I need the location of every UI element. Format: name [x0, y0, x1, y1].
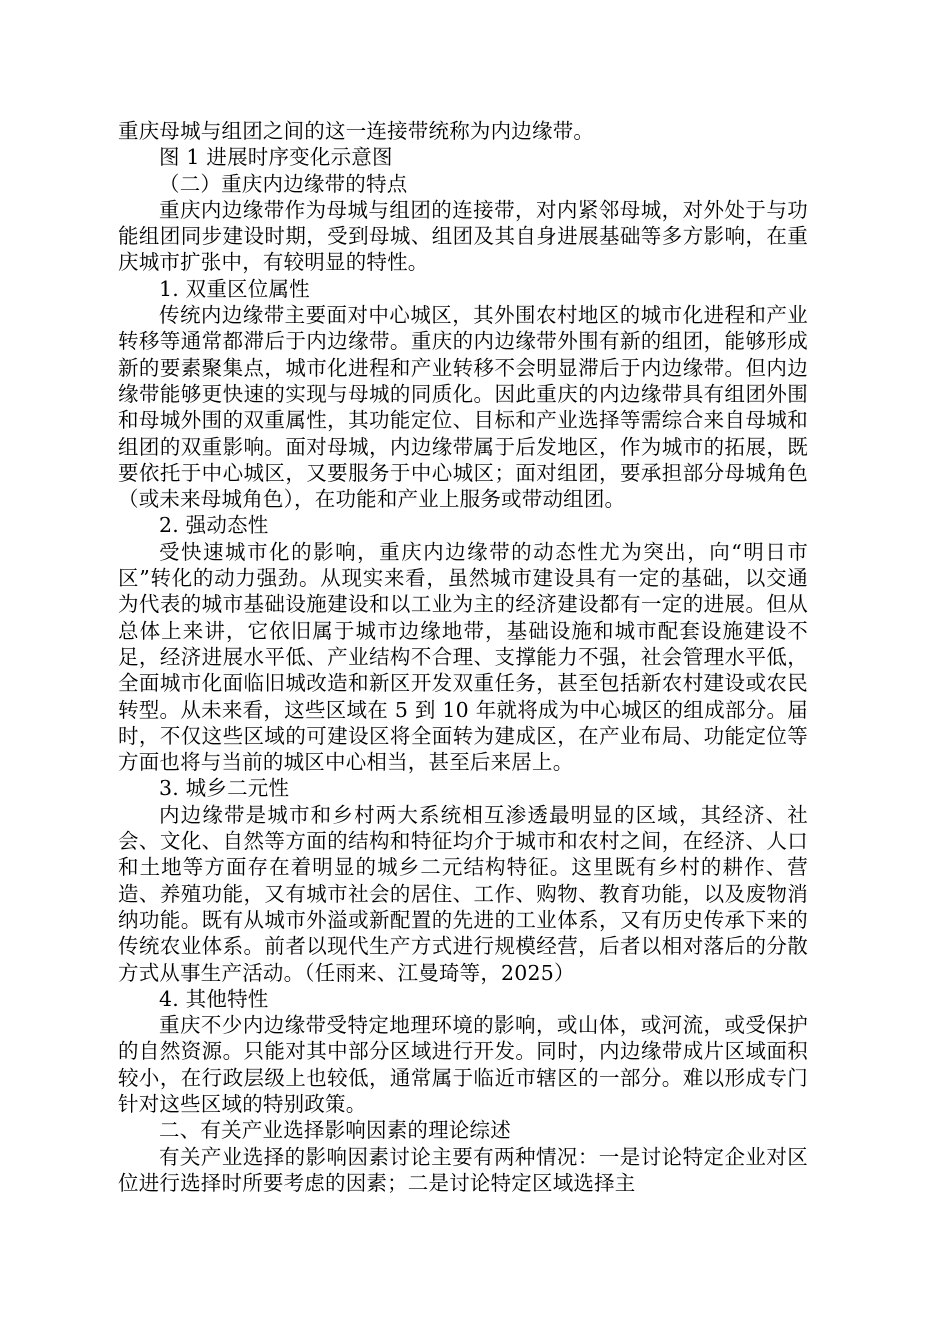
subheading-dynamic: 2. 强动态性	[159, 513, 269, 538]
section-heading-theory: 二、有关产业选择影响因素的理论综述	[159, 1118, 511, 1143]
document-page	[118, 118, 808, 1196]
section-heading-features: （二）重庆内边缘带的特点	[159, 171, 408, 196]
subheading-urban-rural: 3. 城乡二元性	[159, 776, 290, 801]
paragraph-features-intro: 重庆内边缘带作为母城与组团的连接带，对内紧邻母城，对外处于与功能组团同步建设时期，受到母城、组团及其自身进展基础等多方影响，在重庆城市扩张中，有较明显的特性。	[118, 197, 808, 275]
paragraph-other: 重庆不少内边缘带受特定地理环境的影响，或山体，或河流，或受保护的自然资源。只能对其中部分区域进行开发。同时，内边缘带成片区域面积较小，在行政层级上也较低，通常属于临近市辖区的一部分。难以形成专门针对这些区域的特别政策。	[118, 1013, 808, 1116]
paragraph-urban-rural: 内边缘带是城市和乡村两大系统相互渗透最明显的区域，其经济、社会、文化、自然等方面的结构和特征均介于城市和农村之间，在经济、人口和土地等方面存在着明显的城乡二元结构特征。这里既有乡村的耕作、营造、养殖功能，又有城市社会的居住、工作、购物、教育功能，以及废物消纳功能。既有从城市外溢或新配置的先进的工业体系，又有历史传承下来的传统农业体系。前者以现代生产方式进行规模经营，后者以相对落后的分散方式从事生产活动。（任雨来、江曼琦等，2025）	[118, 802, 808, 985]
paragraph-dynamic: 受快速城市化的影响，重庆内边缘带的动态性尤为突出，向“明日市区”转化的动力强劲。从现实来看，虽然城市建设具有一定的基础，以交通为代表的城市基础设施建设和以工业为主的经济建设都有一定的进展。但从总体上来讲，它依旧属于城市边缘地带，基础设施和城市配套设施建设不足，经济进展水平低、产业结构不合理、支撑能力不强，社会管理水平低，全面城市化面临旧城改造和新区开发双重任务，甚至包括新农村建设或农民转型。从未来看，这些区域在 5 到 10 年就将成为中心城区的组成部分。届时，不仅这些区域的可建设区将全面转为建成区，在产业布局、功能定位等方面也将与当前的城区中心相当，甚至后来居上。	[118, 539, 808, 775]
paragraph-dual-location: 传统内边缘带主要面对中心城区，其外围农村地区的城市化进程和产业转移等通常都滞后于内边缘带。重庆的内边缘带外围有新的组团，能够形成新的要素聚集点，城市化进程和产业转移不会明显滞后于内边缘带。但内边缘带能够更快速的实现与母城的同质化。因此重庆的内边缘带具有组团外围和母城外围的双重属性，其功能定位、目标和产业选择等需综合来自母城和组团的双重影响。面对母城，内边缘带属于后发地区，作为城市的拓展，既要依托于中心城区，又要服务于中心城区；面对组团，要承担部分母城角色（或未来母城角色），在功能和产业上服务或带动组团。	[118, 303, 808, 512]
paragraph-theory: 有关产业选择的影响因素讨论主要有两种情况：一是讨论特定企业对区位进行选择时所要考虑的因素；二是讨论特定区域选择主	[118, 1144, 808, 1195]
subheading-other: 4. 其他特性	[159, 986, 269, 1011]
subheading-dual-location: 1. 双重区位属性	[159, 276, 310, 301]
paragraph-intro-tail: 重庆母城与组团之间的这一连接带统称为内边缘带。	[118, 119, 595, 143]
figure-caption: 图 1 进展时序变化示意图	[159, 145, 393, 170]
